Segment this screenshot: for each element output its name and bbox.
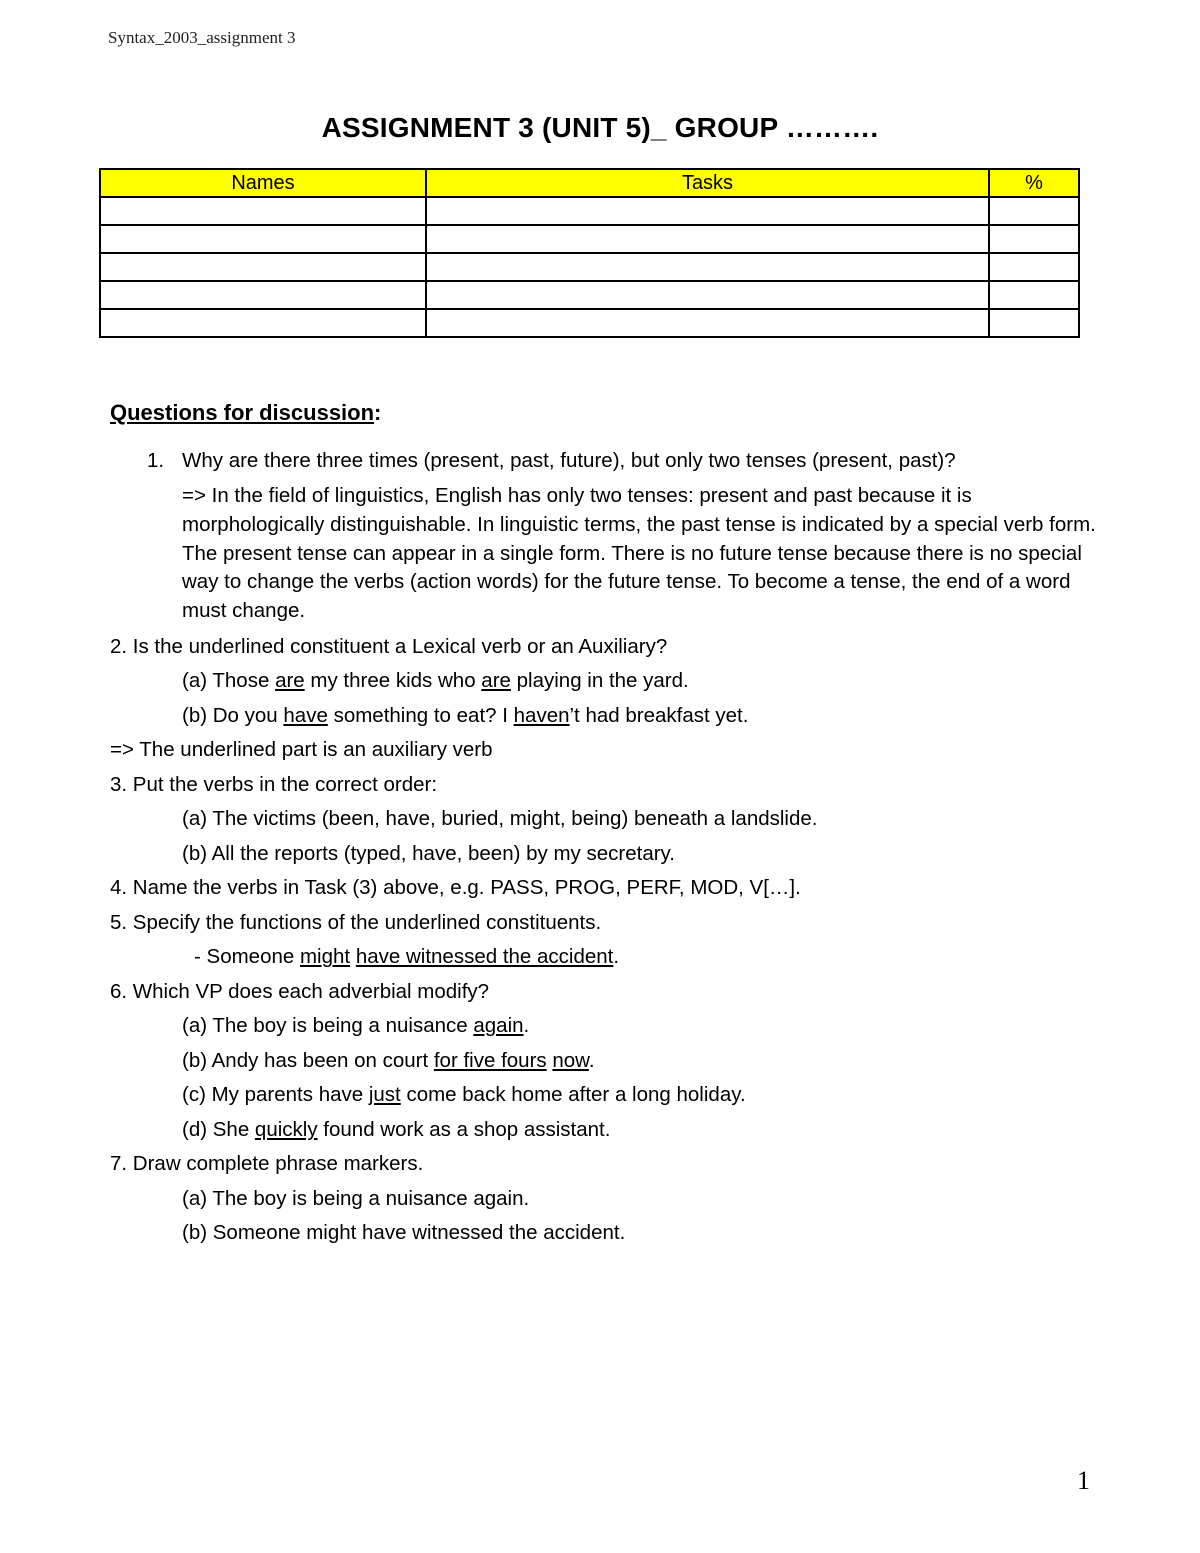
question-6-item-d <box>110 1113 1100 1148</box>
question-6-item-b <box>110 1044 1100 1079</box>
text-run: (c) My parents have <box>182 1083 369 1107</box>
question-5: 5. Specify the functions of the underlined constituents. <box>110 910 602 934</box>
underlined-constituent: might <box>299 945 351 969</box>
column-header-names: Names <box>100 169 426 197</box>
table-cell-percent[interactable] <box>989 281 1079 309</box>
question-3-item-a: (a) The victims (been, have, buried, might, being) beneath a landslide. <box>182 807 818 831</box>
table-row <box>100 197 1079 225</box>
section-heading-colon: : <box>374 400 382 425</box>
underlined-constituent: are <box>275 669 305 693</box>
table-cell-task[interactable] <box>426 281 989 309</box>
question-6-item-c <box>110 1078 1100 1113</box>
question-7-item-a: (a) The boy is being a nuisance again. <box>182 1186 530 1210</box>
question-7: 7. Draw complete phrase markers. <box>110 1152 424 1176</box>
text-run: something to eat? I <box>327 703 514 727</box>
underlined-constituent: quickly <box>254 1117 318 1141</box>
underlined-constituent: for five fours <box>433 1048 547 1072</box>
section-heading-text: Questions for discussion <box>110 400 375 425</box>
question-3: 3. Put the verbs in the correct order: <box>110 772 438 796</box>
table-row <box>100 281 1079 309</box>
question-5-line <box>110 940 1100 975</box>
question-1-answer: => In the field of linguistics, English has only two tenses: present and past because it is morphologically distinguishable. In linguistic terms, the past tense is indicated by a special verb form. The present tense can appear in a single form. There is no future tense because there is no special way to change the verbs (action words) for the future tense. To become a tense, the end of a word must change. <box>182 484 1096 623</box>
question-4: 4. Name the verbs in Task (3) above, e.g. PASS, PROG, PERF, MOD, V[…]. <box>110 876 801 900</box>
question-2: 2. Is the underlined constituent a Lexical verb or an Auxiliary? <box>110 634 668 658</box>
question-7-item-b: (b) Someone might have witnessed the accident. <box>182 1221 626 1245</box>
text-run: (a) The boy is being a nuisance <box>182 1014 474 1038</box>
table-cell-name[interactable] <box>100 281 426 309</box>
question-1-number: 1. <box>147 448 165 472</box>
table-cell-percent[interactable] <box>989 309 1079 337</box>
text-run: ’t had breakfast yet. <box>569 703 749 727</box>
group-members-table <box>99 168 1080 338</box>
question-2-item-b <box>110 699 1100 734</box>
underlined-constituent: are <box>481 669 511 693</box>
question-3-item-b: (b) All the reports (typed, have, been) by my secretary. <box>182 841 675 865</box>
text-run: playing in the yard. <box>510 669 689 693</box>
page-number: 1 <box>1077 1466 1090 1495</box>
question-1-text: Why are there three times (present, past, future), but only two tenses (present, past)? <box>182 448 956 472</box>
question-6: 6. Which VP does each adverbial modify? <box>110 979 490 1003</box>
text-run: found work as a shop assistant. <box>317 1117 611 1141</box>
table-cell-percent[interactable] <box>989 225 1079 253</box>
page-title: ASSIGNMENT 3 (UNIT 5)_ GROUP ………. <box>321 112 879 143</box>
text-run: my three kids who <box>304 669 482 693</box>
table-cell-task[interactable] <box>426 309 989 337</box>
table-cell-percent[interactable] <box>989 253 1079 281</box>
table-cell-task[interactable] <box>426 253 989 281</box>
column-header-percent: % <box>989 169 1079 197</box>
question-1 <box>110 444 1100 479</box>
underlined-constituent: haven <box>513 703 570 727</box>
table-cell-task[interactable] <box>426 225 989 253</box>
text-run: . <box>613 945 620 969</box>
text-run: . <box>523 1014 530 1038</box>
text-run: (b) Do you <box>182 703 284 727</box>
question-2-answer: => The underlined part is an auxiliary verb <box>110 738 493 762</box>
table-cell-percent[interactable] <box>989 197 1079 225</box>
column-header-tasks: Tasks <box>426 169 989 197</box>
running-header: Syntax_2003_assignment 3 <box>108 28 296 47</box>
text-run: (a) Those <box>182 669 276 693</box>
underlined-constituent: now <box>552 1048 589 1072</box>
text-run: come back home after a long holiday. <box>400 1083 746 1107</box>
question-6-item-a <box>110 1009 1100 1044</box>
underlined-constituent: have witnessed the accident <box>355 945 614 969</box>
table-cell-name[interactable] <box>100 253 426 281</box>
table-header-row <box>100 169 1079 197</box>
question-2-item-a <box>110 664 1100 699</box>
table-cell-name[interactable] <box>100 225 426 253</box>
table-cell-name[interactable] <box>100 309 426 337</box>
text-run: (d) She <box>182 1117 255 1141</box>
underlined-constituent: have <box>283 703 328 727</box>
table-row <box>100 225 1079 253</box>
underlined-constituent: again <box>473 1014 524 1038</box>
questions-section <box>110 396 1100 1251</box>
section-heading <box>110 396 1100 431</box>
underlined-constituent: just <box>368 1083 401 1107</box>
text-run: - Someone <box>194 945 300 969</box>
table-row <box>100 309 1079 337</box>
table-cell-task[interactable] <box>426 197 989 225</box>
table-cell-name[interactable] <box>100 197 426 225</box>
table-row <box>100 253 1079 281</box>
text-run: (b) Andy has been on court <box>182 1048 434 1072</box>
text-run: . <box>588 1048 595 1072</box>
